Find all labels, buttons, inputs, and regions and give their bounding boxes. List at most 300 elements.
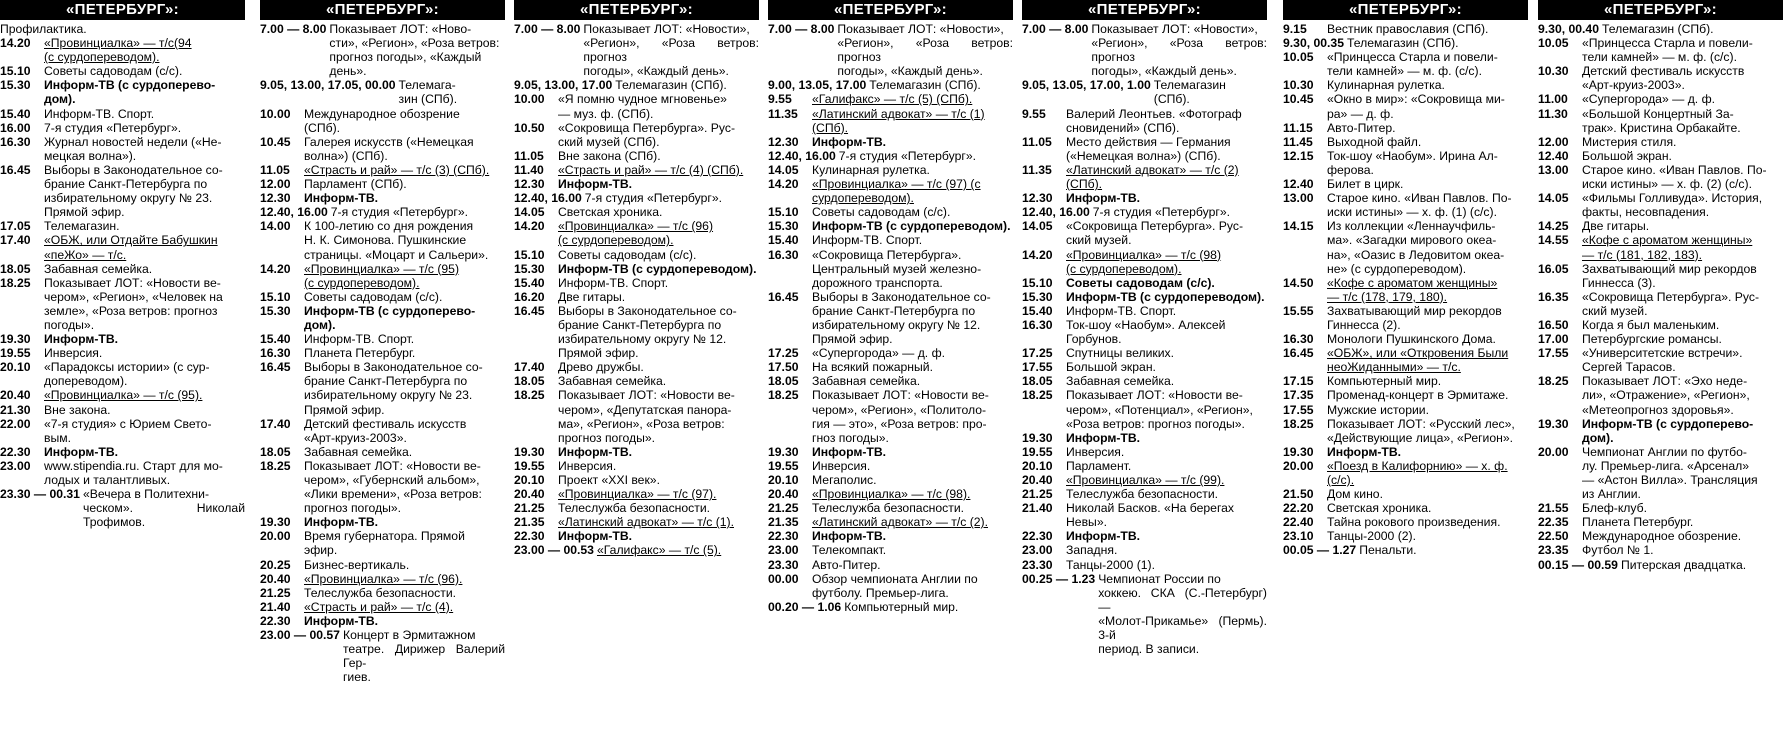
entry-time: 21.25 bbox=[514, 501, 545, 516]
schedule-entry bbox=[1022, 107, 1267, 135]
schedule-entry bbox=[768, 107, 1013, 135]
entry-time: 17.05 bbox=[0, 219, 31, 234]
entry-title: Телеслужба безопасности. bbox=[1066, 487, 1219, 502]
entry-time: 16.45 bbox=[1283, 346, 1314, 361]
entry-title: «7-я студия» с Юрием Свето- вым. bbox=[44, 416, 212, 445]
schedule-entry bbox=[0, 459, 245, 487]
entry-time: 16.00 bbox=[0, 120, 31, 135]
schedule-entry bbox=[260, 191, 505, 205]
entry-title: Древо дружбы. bbox=[558, 360, 644, 375]
entry-time: 20.10 bbox=[514, 473, 545, 487]
schedule-entry bbox=[1022, 374, 1267, 388]
entry-title: Дом кино. bbox=[1327, 487, 1383, 502]
entry-title: Тайна рокового произведения. bbox=[1327, 515, 1501, 530]
entry-time: 9.00, 13.05, 17.00 bbox=[768, 78, 867, 93]
entry-time: 14.20 bbox=[768, 177, 799, 192]
schedule-entry bbox=[1283, 135, 1528, 149]
schedule-entry bbox=[1538, 233, 1783, 261]
entry-time: 15.40 bbox=[260, 332, 291, 347]
entry-title: Светская хроника. bbox=[1327, 501, 1432, 516]
entry-time: 22.50 bbox=[1538, 529, 1569, 544]
schedule-entry bbox=[768, 78, 1013, 92]
schedule-entry bbox=[1538, 515, 1783, 529]
entry-time: 10.45 bbox=[1283, 92, 1314, 107]
schedule-entry bbox=[768, 233, 1013, 247]
entry-time: 11.00 bbox=[1538, 92, 1568, 107]
channel-header: «ПЕТЕРБУРГ»: bbox=[0, 0, 245, 20]
entry-time: 18.25 bbox=[768, 388, 799, 403]
entry-time: 14.05 bbox=[1538, 191, 1569, 206]
schedule-entry bbox=[768, 248, 1013, 290]
entry-time: 21.25 bbox=[1022, 487, 1053, 502]
schedule-entry bbox=[1283, 459, 1528, 487]
schedule-entry bbox=[768, 290, 1013, 346]
entry-title: Футбол № 1. bbox=[1582, 543, 1654, 558]
schedule-entry bbox=[768, 360, 1013, 374]
schedule-entry bbox=[1283, 78, 1528, 92]
entry-title: Информ-ТВ. bbox=[812, 134, 887, 149]
entry-time: 22.30 bbox=[0, 444, 31, 459]
entry-time: 21.35 bbox=[768, 515, 799, 530]
schedule-entry bbox=[514, 501, 759, 515]
entry-title: Компьютерный мир. bbox=[844, 599, 959, 614]
entry-title: Инверсия. bbox=[1066, 444, 1125, 459]
entry-title: Светская хроника. bbox=[558, 205, 663, 220]
schedule-entry bbox=[0, 219, 245, 233]
entry-title: Забавная семейка. bbox=[44, 261, 153, 276]
entry-title: Информ-ТВ. bbox=[558, 444, 633, 459]
schedule-entry bbox=[768, 177, 1013, 205]
entry-title: 7-я студия «Петербург». bbox=[1092, 205, 1230, 220]
schedule-entry bbox=[1022, 205, 1267, 219]
entry-title: Информ-ТВ. bbox=[1066, 430, 1141, 445]
schedule-entry bbox=[1283, 177, 1528, 191]
entry-time: 15.10 bbox=[514, 247, 545, 262]
entry-time: 21.40 bbox=[260, 599, 291, 614]
entry-time: 00.00 bbox=[768, 571, 799, 586]
schedule-entry bbox=[1022, 248, 1267, 276]
entry-title: Выборы в Законодательное со- брание Санкт-Петербурга по избирательному округу № 12. Прямой эфир. bbox=[558, 303, 737, 361]
entry-time: 17.50 bbox=[768, 360, 799, 375]
entry-title: «Провинциалка» — т/с (96) (с сурдопереводом). bbox=[558, 219, 714, 248]
schedule-entry bbox=[0, 262, 245, 276]
schedule-entry bbox=[1538, 36, 1783, 64]
entry-title: Петербургские романсы. bbox=[1582, 332, 1722, 347]
schedule-entry bbox=[514, 191, 759, 205]
entry-title: Телеслужба безопасности. bbox=[558, 501, 711, 516]
entry-title: Международное обозрение (СПб). bbox=[304, 106, 460, 135]
entry-title: Телемагазин. bbox=[44, 219, 120, 234]
schedule-entry bbox=[768, 92, 1013, 106]
entry-time: 20.40 bbox=[514, 487, 545, 502]
entry-title: Детский фестиваль искусств «Арт-круиз-2003». bbox=[304, 416, 467, 445]
schedule-entry bbox=[1022, 191, 1267, 205]
entry-time: 00.20 — 1.06 bbox=[768, 599, 842, 614]
schedule-entry bbox=[1538, 346, 1783, 374]
schedule-entry bbox=[768, 205, 1013, 219]
entry-title: «Страсть и рай» — т/с (4) (СПб). bbox=[558, 162, 744, 177]
schedule-entry bbox=[0, 276, 245, 332]
schedule-entry bbox=[1022, 431, 1267, 445]
entry-title: Время губернатора. Прямой эфир. bbox=[304, 529, 465, 558]
entry-title: «Я помню чудное мгновенье» — муз. ф. (СПб). bbox=[558, 92, 727, 121]
entry-title: Чемпионат России по хоккею. СКА (С.-Петербург) — «Молот-Прикамье» (Пермь). 3-й период. В записи. bbox=[1098, 571, 1267, 657]
schedule-entry bbox=[260, 445, 505, 459]
entry-title: «Провинциалка» — т/с(94 (с сурдопереводом). bbox=[44, 36, 192, 65]
entry-title: «ОБЖ», или «Откровения Были неоЖиданными» — т/с. bbox=[1327, 346, 1509, 375]
entry-time: 11.30 bbox=[1538, 106, 1568, 121]
schedule-entry bbox=[260, 600, 505, 614]
entry-title: Информ-ТВ. Спорт. bbox=[812, 233, 923, 248]
entry-time: 16.30 bbox=[1022, 317, 1053, 332]
schedule-entry bbox=[1022, 529, 1267, 543]
entry-time: 00.25 — 1.23 bbox=[1022, 571, 1096, 586]
entry-time: 16.30 bbox=[260, 346, 291, 361]
entry-title: Из коллекции «Леннаучфиль- ма». «Загадки мирового океа- на», «Оазис в Ледовитом океа- не» (с сурдопереводом). bbox=[1327, 219, 1505, 276]
entry-title: «Латинский адвокат» — т/с (2). bbox=[812, 515, 988, 530]
entry-title: «Супергорода» — д. ф. bbox=[812, 346, 945, 361]
entry-time: 21.40 bbox=[1022, 501, 1053, 516]
entry-title: www.stipendia.ru. Старт для мо- лодых и талантливых. bbox=[44, 458, 223, 487]
entry-title: «Провинциалка» — т/с (99). bbox=[1066, 473, 1225, 487]
entry-time: 23.30 bbox=[1022, 557, 1053, 572]
entry-time: 19.55 bbox=[0, 346, 31, 361]
entry-time: 15.30 bbox=[0, 78, 31, 93]
entry-time: 17.35 bbox=[1283, 388, 1314, 403]
entry-title: Выборы в Законодательное со- брание Санкт-Петербурга по избирательному округу № 23. Прямой эфир. bbox=[304, 360, 483, 417]
entry-time: 20.10 bbox=[768, 473, 799, 487]
entry-time: 14.05 bbox=[768, 162, 799, 177]
entry-time: 14.25 bbox=[1538, 219, 1569, 234]
schedule-entry bbox=[514, 487, 759, 501]
schedule-entry bbox=[1022, 388, 1267, 430]
schedule-entry bbox=[768, 219, 1013, 233]
entry-time: 14.05 bbox=[514, 205, 545, 220]
schedule-entry bbox=[1538, 219, 1783, 233]
entry-title: Забавная семейка. bbox=[812, 374, 921, 389]
entry-time: 11.05 bbox=[514, 148, 544, 163]
channel-header: «ПЕТЕРБУРГ»: bbox=[1538, 0, 1783, 20]
entry-title: Информ-ТВ. bbox=[812, 529, 887, 544]
entry-time: 14.55 bbox=[1538, 233, 1569, 248]
entry-title: Информ-ТВ. bbox=[304, 191, 379, 206]
schedule-entry bbox=[1538, 445, 1783, 501]
entry-time: 15.10 bbox=[260, 289, 291, 304]
schedule-entry bbox=[768, 558, 1013, 572]
schedule-entry bbox=[1283, 219, 1528, 275]
entry-title: «Провинциалка» — т/с (95). bbox=[44, 388, 203, 403]
entry-time: 10.45 bbox=[260, 134, 291, 149]
entry-title: Планета Петербург. bbox=[1582, 515, 1694, 530]
schedule-entry bbox=[514, 262, 759, 276]
entry-time: 18.05 bbox=[768, 374, 799, 389]
schedule-entry bbox=[0, 403, 245, 417]
entry-time: 9.05, 13.00, 17.00 bbox=[514, 78, 613, 93]
entry-title: Парламент. bbox=[1066, 458, 1132, 473]
entry-time: 21.55 bbox=[1538, 501, 1569, 516]
entry-time: 23.00 bbox=[768, 543, 799, 558]
schedule-entry bbox=[260, 219, 505, 261]
entry-time: 18.05 bbox=[514, 374, 545, 389]
schedule-entry bbox=[1283, 543, 1528, 557]
schedule-entry bbox=[1283, 332, 1528, 346]
entry-title: Информ-ТВ. bbox=[304, 613, 379, 628]
entry-time: 12.00 bbox=[1538, 134, 1569, 149]
entry-title: Когда я был маленьким. bbox=[1582, 317, 1720, 332]
entry-title: Информ-ТВ (с сурдоперево- дом). bbox=[44, 78, 216, 107]
entry-title: «ОБЖ, или Отдайте Бабушкин «пеЖо» — т/с. bbox=[44, 233, 218, 262]
channel-header: «ПЕТЕРБУРГ»: bbox=[260, 0, 505, 20]
schedule-entry bbox=[768, 22, 1013, 78]
schedule-entry bbox=[260, 107, 505, 135]
entry-time: 21.25 bbox=[260, 585, 291, 600]
schedule-column bbox=[1538, 0, 1783, 753]
entry-time: 12.15 bbox=[1283, 148, 1314, 163]
entry-title: Информ-ТВ (с сурдоперево- дом). bbox=[1582, 416, 1754, 445]
schedule-entry bbox=[260, 135, 505, 163]
entry-time: 11.40 bbox=[514, 162, 544, 177]
entry-title: «Страсть и рай» — т/с (3) (СПб). bbox=[304, 162, 490, 177]
entry-time: 16.20 bbox=[514, 289, 545, 304]
schedule-entry bbox=[1538, 332, 1783, 346]
entry-time: 15.30 bbox=[1022, 289, 1053, 304]
entry-title: Мегаполис. bbox=[812, 473, 877, 487]
entry-title: «Сокровища Петербурга». Центральный музей железно- дорожного транспорта. bbox=[812, 247, 982, 290]
entry-title: Информ-ТВ (с сурдопереводом). bbox=[812, 219, 1011, 234]
entry-title: Информ-ТВ. Спорт. bbox=[558, 275, 669, 290]
entry-title: «Латинский адвокат» — т/с (2) (СПб). bbox=[1066, 162, 1239, 192]
schedule-entry bbox=[514, 374, 759, 388]
channel-header: «ПЕТЕРБУРГ»: bbox=[514, 0, 759, 20]
entry-time: 15.40 bbox=[0, 106, 31, 121]
schedule-entry bbox=[1022, 318, 1267, 346]
schedule-entry bbox=[768, 346, 1013, 360]
entry-time: 9.05, 13.00, 17.05, 00.00 bbox=[260, 78, 396, 93]
entry-title: Журнал новостей недели («Не- мецкая волна»). bbox=[44, 134, 222, 163]
entry-title: Детский фестиваль искусств «Арт-круиз-2003». bbox=[1582, 64, 1745, 93]
entry-title: «Провинциалка» — т/с (97). bbox=[558, 487, 717, 502]
entry-time: 19.55 bbox=[514, 458, 545, 473]
entry-time: 10.05 bbox=[1538, 36, 1569, 51]
entry-time: 17.25 bbox=[1022, 346, 1053, 361]
entry-title: Информ-ТВ. bbox=[1327, 444, 1402, 459]
schedule-entry bbox=[1538, 374, 1783, 416]
schedule-entry bbox=[768, 163, 1013, 177]
entry-time: 18.25 bbox=[1283, 416, 1314, 431]
entry-time: 9.30, 00.40 bbox=[1538, 22, 1599, 36]
channel-header: «ПЕТЕРБУРГ»: bbox=[1022, 0, 1267, 20]
schedule-entry bbox=[768, 543, 1013, 557]
entry-time: 17.55 bbox=[1538, 346, 1569, 361]
entry-title: Захватывающий мир рекордов Гиннесса (3). bbox=[1582, 261, 1757, 290]
entry-time: 11.45 bbox=[1283, 134, 1313, 149]
schedule-entry bbox=[514, 205, 759, 219]
entry-title: Две гитары. bbox=[558, 289, 626, 304]
entry-title: Советы садоводам (с/с). bbox=[44, 64, 183, 79]
entry-title: Вне закона. bbox=[44, 402, 111, 417]
entry-time: 10.00 bbox=[260, 106, 291, 121]
schedule-entry bbox=[0, 417, 245, 445]
schedule-entry bbox=[0, 233, 245, 261]
schedule-column bbox=[260, 0, 505, 753]
entry-time: 15.30 bbox=[260, 303, 291, 318]
schedule-entry bbox=[514, 276, 759, 290]
schedule-entry bbox=[260, 558, 505, 572]
schedule-entry bbox=[260, 360, 505, 416]
schedule-entry bbox=[1538, 558, 1783, 572]
schedule-entry bbox=[1283, 36, 1528, 50]
entry-title: Мистерия стиля. bbox=[1582, 134, 1677, 149]
schedule-entry bbox=[514, 78, 759, 92]
entry-time: 9.55 bbox=[768, 92, 792, 107]
entry-title: «Кофе с ароматом женщины» — т/с (178, 179, 180). bbox=[1327, 275, 1498, 304]
schedule-entry bbox=[260, 205, 505, 219]
entry-title: «Парадоксы истории» (с сур- допереводом). bbox=[44, 360, 210, 389]
entry-title: Западня. bbox=[1066, 543, 1118, 558]
entry-time: 13.00 bbox=[1283, 191, 1314, 206]
entry-time: 10.05 bbox=[1283, 50, 1314, 65]
entry-time: 16.30 bbox=[768, 247, 799, 262]
entry-time: 22.30 bbox=[260, 613, 291, 628]
entry-title: «Провинциалка» — т/с (97) (с сурдопереводом). bbox=[812, 177, 981, 206]
entry-title: Информ-ТВ (с сурдопереводом). bbox=[1066, 289, 1265, 304]
entry-time: 22.20 bbox=[1283, 501, 1314, 516]
entry-time: 19.30 bbox=[1022, 430, 1053, 445]
entry-time: 18.25 bbox=[1022, 388, 1053, 403]
entry-time: 18.25 bbox=[514, 388, 545, 403]
entry-title: Авто-Питер. bbox=[812, 557, 881, 572]
entry-time: 20.40 bbox=[260, 571, 291, 586]
schedule-entry bbox=[0, 64, 245, 78]
entry-title: Телеслужба безопасности. bbox=[812, 501, 965, 516]
entry-title: Информ-ТВ. bbox=[44, 444, 119, 459]
entry-time: 13.00 bbox=[1538, 162, 1569, 177]
schedule-entry bbox=[1283, 191, 1528, 219]
entry-time: 16.30 bbox=[0, 134, 31, 149]
entry-time: 10.50 bbox=[514, 120, 545, 135]
entry-title: Монологи Пушкинского Дома. bbox=[1327, 332, 1496, 347]
entry-title: «Принцесса Старла и повели- тели камней» — м. ф. (с/с). bbox=[1327, 50, 1498, 79]
schedule-entry bbox=[260, 332, 505, 346]
entry-title: Питерская двадцатка. bbox=[1620, 557, 1747, 572]
entry-time: 00.05 — 1.27 bbox=[1283, 543, 1357, 558]
entry-time: 23.00 bbox=[0, 458, 31, 473]
entry-time: 15.55 bbox=[1283, 303, 1314, 318]
schedule-entry bbox=[0, 36, 245, 64]
entry-time: 19.30 bbox=[1538, 416, 1569, 431]
schedule-entry bbox=[768, 515, 1013, 529]
entry-time: 17.40 bbox=[514, 360, 545, 375]
entry-title: Советы садоводам (с/с). bbox=[812, 205, 951, 220]
schedule-entry bbox=[260, 346, 505, 360]
schedule-entry bbox=[1022, 276, 1267, 290]
schedule-column bbox=[768, 0, 1013, 753]
schedule-entry bbox=[768, 459, 1013, 473]
entry-time: 7.00 — 8.00 bbox=[1022, 22, 1089, 36]
schedule-entry bbox=[260, 417, 505, 445]
entry-title: Показывает ЛОТ: «Новости ве- чером», «Регион», «Политоло- гия — это», «Роза ветров: про- гноз погоды». bbox=[812, 388, 989, 445]
entry-title: Авто-Питер. bbox=[1327, 120, 1396, 135]
entry-title: Концерт в Эрмитажном театре. Дирижер Валерий Гер- гиев. bbox=[342, 628, 505, 685]
schedule-entry bbox=[768, 600, 1013, 614]
entry-title: Информ-ТВ (с сурдопереводом). bbox=[558, 261, 757, 276]
entry-time: 16.50 bbox=[1538, 317, 1569, 332]
entry-time: 19.55 bbox=[768, 458, 799, 473]
schedule-entry bbox=[1283, 417, 1528, 445]
entry-title: Информ-ТВ. Спорт. bbox=[44, 106, 155, 121]
entry-title: Спутницы великих. bbox=[1066, 346, 1174, 361]
schedule-entry bbox=[0, 360, 245, 388]
entry-time: 18.05 bbox=[1022, 374, 1053, 389]
schedule-entry bbox=[514, 248, 759, 262]
entry-title: «Латинский адвокат» — т/с (1). bbox=[558, 515, 734, 530]
schedule-entry bbox=[1283, 304, 1528, 332]
entry-time: 22.30 bbox=[514, 529, 545, 544]
schedule-entry bbox=[1283, 374, 1528, 388]
entry-title: «Латинский адвокат» — т/с (1) (СПб). bbox=[812, 106, 985, 135]
entry-time: 12.40, 16.00 bbox=[768, 148, 836, 163]
entry-title: Показывает ЛОТ: «Эхо неде- ли», «Отражение», «Регион», «Метеопрогноз здоровья». bbox=[1582, 374, 1750, 417]
schedule-entry bbox=[1283, 121, 1528, 135]
schedule-entry bbox=[1283, 276, 1528, 304]
entry-title: Телемагазин (СПб). bbox=[1602, 22, 1714, 36]
schedule-entry bbox=[0, 332, 245, 346]
entry-title: Забавная семейка. bbox=[558, 374, 667, 389]
schedule-entry bbox=[1283, 388, 1528, 402]
entry-title: «Окно в мир»: «Сокровища ми- ра» — д. ф. bbox=[1327, 92, 1505, 121]
schedule-column bbox=[514, 0, 759, 753]
schedule-entry bbox=[514, 163, 759, 177]
entry-time: 16.45 bbox=[0, 162, 31, 177]
entry-title: Танцы-2000 (1). bbox=[1066, 557, 1155, 572]
entry-time: 19.30 bbox=[260, 515, 291, 530]
entry-title: Телемагазин (СПб). bbox=[869, 78, 981, 93]
schedule-entry bbox=[1283, 50, 1528, 78]
entry-time: 12.30 bbox=[1022, 191, 1053, 206]
entry-time: 17.00 bbox=[1538, 332, 1569, 347]
entry-time: 10.30 bbox=[1283, 78, 1314, 93]
entry-time: 17.25 bbox=[768, 346, 799, 361]
schedule-entry bbox=[1538, 107, 1783, 135]
entry-title: «Провинциалка» — т/с (98) (с сурдопереводом). bbox=[1066, 247, 1222, 276]
schedule-entry bbox=[1022, 473, 1267, 487]
entry-title: Компьютерный мир. bbox=[1327, 374, 1442, 389]
entry-time: 20.40 bbox=[0, 388, 31, 403]
entry-title: Телеслужба безопасности. bbox=[304, 585, 457, 600]
entry-time: 15.40 bbox=[768, 233, 799, 248]
schedule-entry bbox=[260, 22, 505, 78]
entry-time: 14.20 bbox=[1022, 247, 1053, 262]
schedule-entry bbox=[1538, 417, 1783, 445]
schedule-entry bbox=[260, 177, 505, 191]
entry-title: Забавная семейка. bbox=[1066, 374, 1175, 389]
entry-time: 19.55 bbox=[1022, 444, 1053, 459]
entry-title: Билет в цирк. bbox=[1327, 177, 1404, 192]
schedule-entry bbox=[514, 149, 759, 163]
entry-title: Показывает ЛОТ: «Русский лес», «Действующие лица», «Регион». bbox=[1327, 416, 1515, 445]
entry-title: Информ-ТВ. bbox=[812, 444, 887, 459]
entry-title: Показывает ЛОТ: «Ново- сти», «Регион», «Роза ветров: прогноз погоды», «Каждый день». bbox=[329, 22, 500, 79]
schedule-entry bbox=[0, 388, 245, 402]
entry-title: «Кофе с ароматом женщины» — т/с (181, 182, 183). bbox=[1582, 233, 1753, 262]
schedule-entry bbox=[1022, 459, 1267, 473]
entry-time: 17.55 bbox=[1283, 402, 1314, 417]
entry-time: 20.40 bbox=[768, 487, 799, 502]
entry-title: Захватывающий мир рекордов Гиннесса (2). bbox=[1327, 303, 1502, 332]
entry-time: 22.40 bbox=[1283, 515, 1314, 530]
entry-time: 7.00 — 8.00 bbox=[514, 22, 581, 36]
entry-title: Место действия — Германия («Немецкая волна») (СПб). bbox=[1066, 134, 1231, 163]
